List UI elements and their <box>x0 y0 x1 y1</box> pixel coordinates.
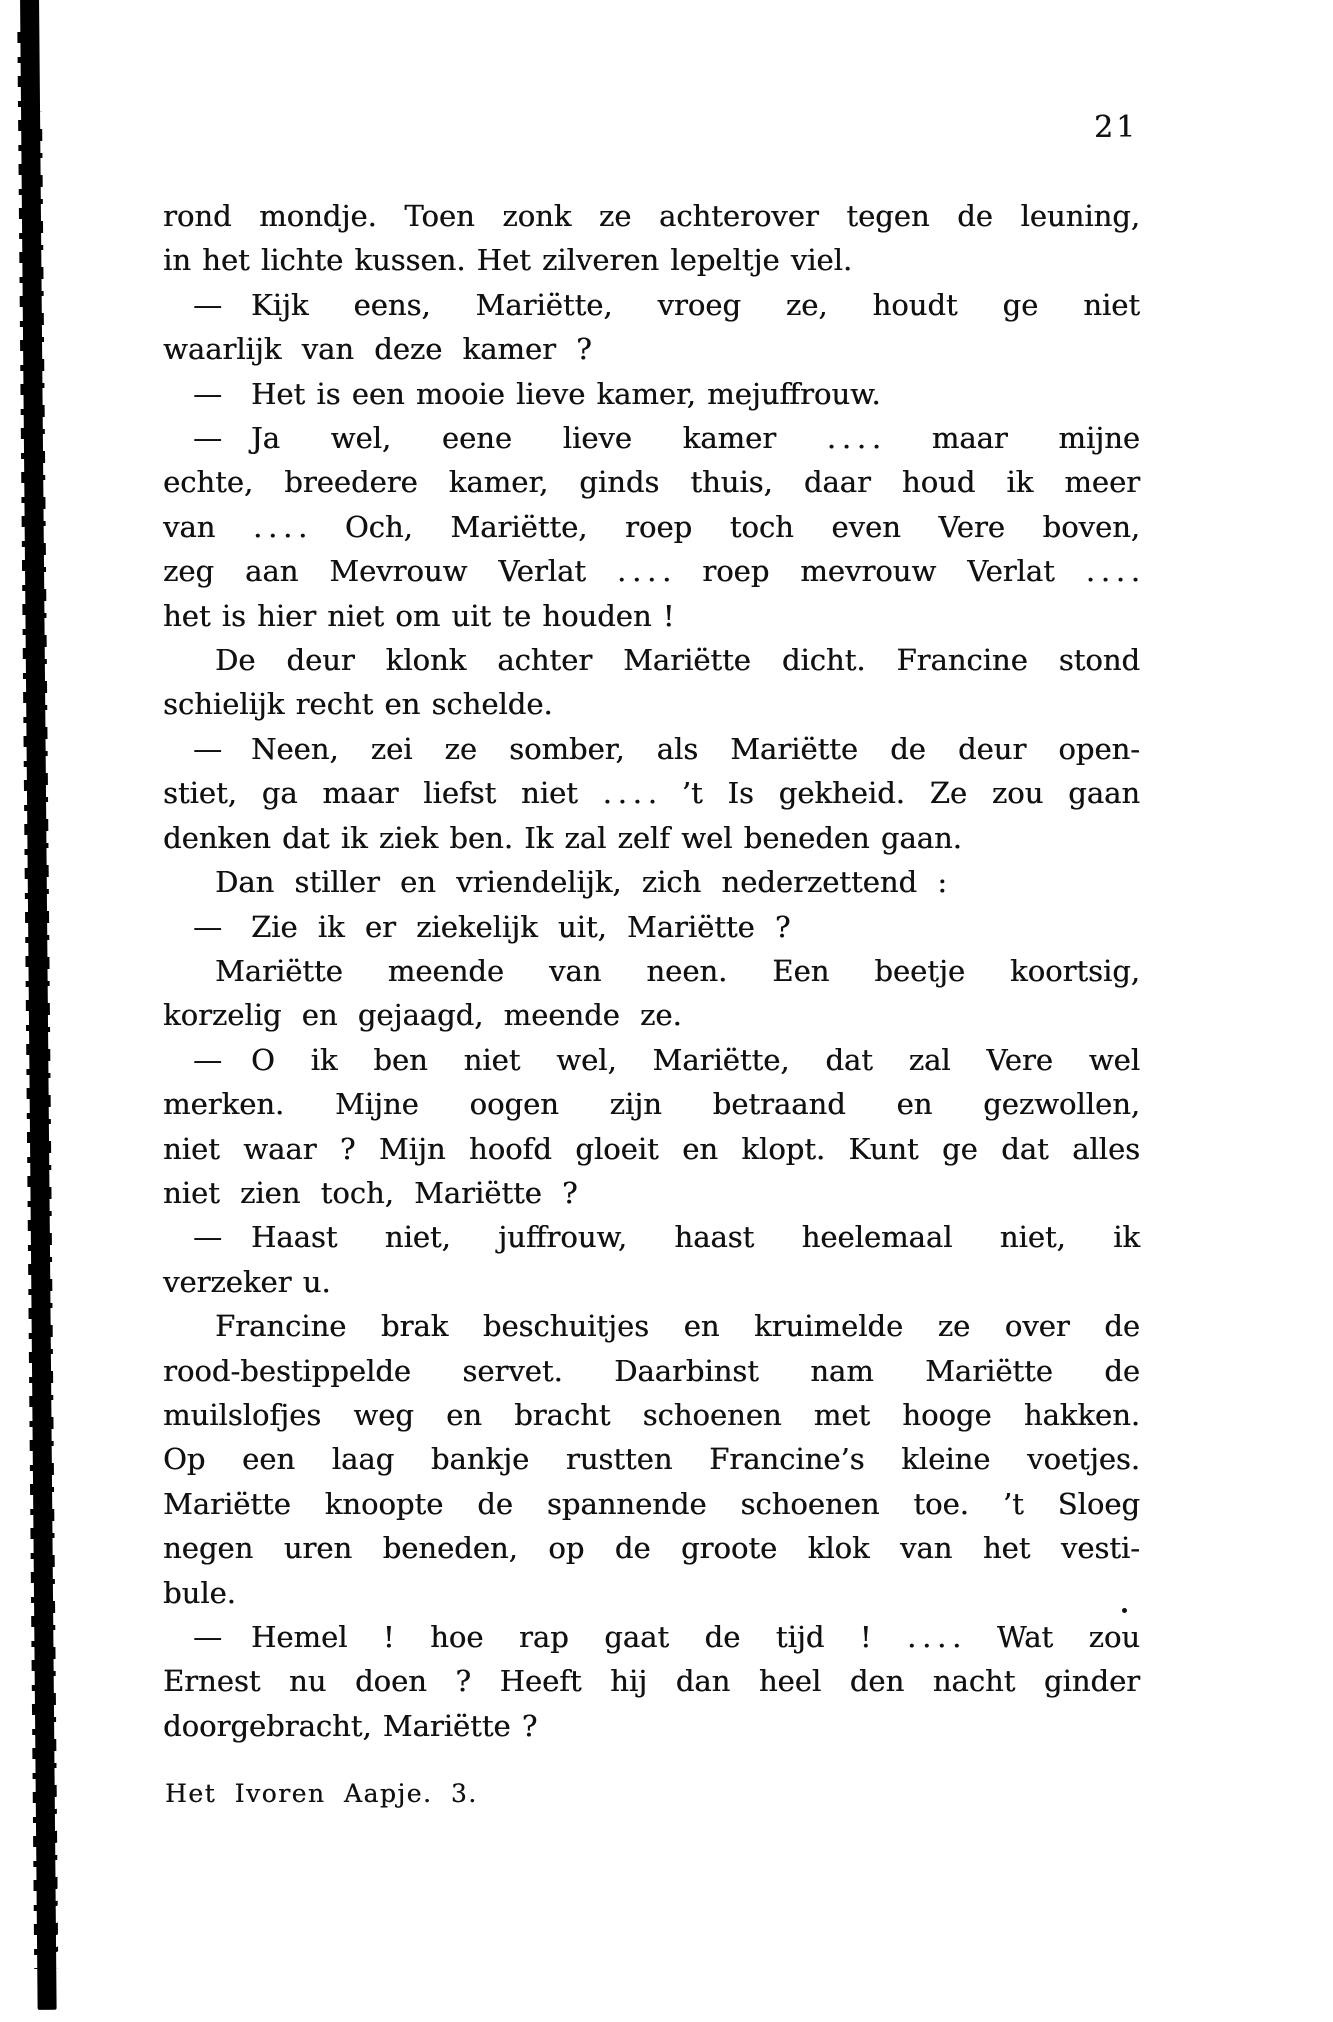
paragraph <box>163 1304 1140 1615</box>
text-line: doorgebracht, Mariëtte ? <box>163 1708 538 1743</box>
ink-speck <box>1122 1608 1127 1613</box>
text-line: — Het is een mooie lieve kamer, mejuffrouw. <box>193 376 881 411</box>
paragraph <box>163 860 1140 904</box>
text-line: zeg aan Mevrouw Verlat . . . . roep mevrouw Verlat . . . . <box>163 554 1140 589</box>
paragraph <box>163 194 1140 283</box>
paragraph <box>163 1615 1140 1748</box>
paragraph <box>163 1215 1140 1304</box>
text-line: Op een laag bankje rustten Francine’s kleine voetjes. <box>163 1442 1140 1477</box>
paragraph <box>163 638 1140 727</box>
paragraph <box>163 416 1140 638</box>
paragraph <box>163 905 1140 949</box>
text-line: het is hier niet om uit te houden ! <box>163 598 675 633</box>
text-line: — Hemel ! hoe rap gaat de tijd ! . . . . Wat zou <box>193 1620 1140 1654</box>
text-line: bule. <box>163 1575 236 1610</box>
paragraph <box>163 372 1140 416</box>
page-number: 21 <box>1094 110 1139 145</box>
text-line: van . . . . Och, Mariëtte, roep toch even Vere boven, <box>163 509 1140 544</box>
body-text-block <box>163 194 1140 1748</box>
text-line: merken. Mijne oogen zijn betraand en gezwollen, <box>163 1087 1140 1122</box>
text-line: echte, breedere kamer, ginds thuis, daar houd ik meer <box>163 465 1140 500</box>
text-line: niet zien toch, Mariëtte ? <box>163 1175 578 1210</box>
book-binding-shadow <box>20 0 57 2010</box>
footer-caption: Het Ivoren Aapje. 3. <box>165 1779 478 1808</box>
paragraph <box>163 283 1140 372</box>
text-line: Francine brak beschuitjes en kruimelde ze over de <box>215 1309 1140 1344</box>
text-line: — Zie ik er ziekelijk uit, Mariëtte ? <box>193 909 791 944</box>
text-line: Mariëtte knoopte de spannende schoenen toe. ’t Sloeg <box>163 1486 1140 1521</box>
text-line: Mariëtte meende van neen. Een beetje koortsig, <box>215 953 1140 988</box>
text-line: rood-bestippelde servet. Daarbinst nam Mariëtte de <box>163 1353 1140 1388</box>
text-line: — Kijk eens, Mariëtte, vroeg ze, houdt ge niet <box>193 287 1140 322</box>
text-line: denken dat ik ziek ben. Ik zal zelf wel beneden gaan. <box>163 820 962 855</box>
text-line: schielijk recht en schelde. <box>163 687 553 722</box>
text-line: niet waar ? Mijn hoofd gloeit en klopt. Kunt ge dat alles <box>163 1131 1140 1166</box>
text-line: — Neen, zei ze somber, als Mariëtte de deur open- <box>193 731 1140 766</box>
text-line: Ernest nu doen ? Heeft hij dan heel den nacht ginder <box>163 1664 1140 1699</box>
paragraph <box>163 727 1140 860</box>
text-line: korzelig en gejaagd, meende ze. <box>163 998 682 1033</box>
text-line: negen uren beneden, op de groote klok van het vesti- <box>163 1531 1140 1566</box>
paragraph <box>163 1038 1140 1216</box>
text-line: waarlijk van deze kamer ? <box>163 332 592 367</box>
text-line: verzeker u. <box>163 1264 331 1299</box>
text-line: — Haast niet, juffrouw, haast heelemaal niet, ik <box>193 1220 1140 1255</box>
text-line: De deur klonk achter Mariëtte dicht. Francine stond <box>215 643 1140 678</box>
text-line: stiet, ga maar liefst niet . . . . ’t Is gekheid. Ze zou gaan <box>163 776 1140 811</box>
text-line: muilslofjes weg en bracht schoenen met hooge hakken. <box>163 1397 1140 1432</box>
text-line: Dan stiller en vriendelijk, zich nederzettend : <box>215 865 947 900</box>
text-line: rond mondje. Toen zonk ze achterover tegen de leuning, <box>163 199 1140 233</box>
text-line: — Ja wel, eene lieve kamer . . . . maar mijne <box>193 421 1140 456</box>
paragraph <box>163 949 1140 1038</box>
text-line: in het lichte kussen. Het zilveren lepeltje viel. <box>163 243 853 278</box>
text-line: — O ik ben niet wel, Mariëtte, dat zal Vere wel <box>193 1042 1140 1077</box>
